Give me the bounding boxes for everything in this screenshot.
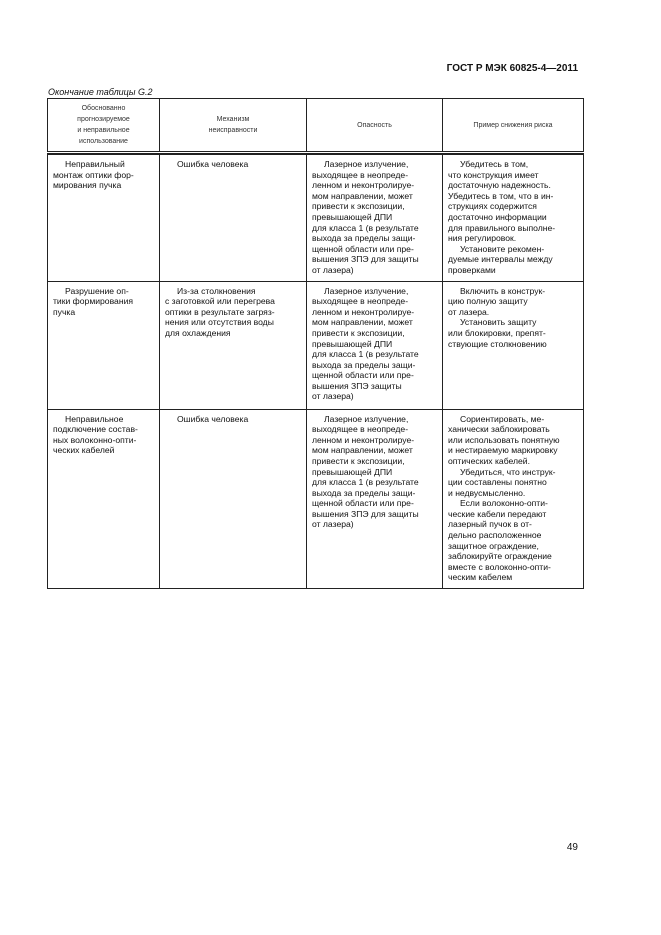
- column-header-mitigation: Пример снижения риска: [443, 99, 584, 153]
- page-number: 49: [566, 842, 578, 853]
- document-header: ГОСТ Р МЭК 60825-4—2011: [446, 63, 578, 74]
- hazard-table: [47, 98, 584, 589]
- cell-misuse: Неправильное подключение состав- ных волоконно-опти- ческих кабелей: [48, 409, 160, 589]
- cell-mitigation: Сориентировать, ме- ханически заблокировать или использовать понятную и нестираемую маркировку оптических кабелей. Убедиться, что инструк- ции составлены понятно и недвусмысленно. Если волоконно-опти- ческие кабели передают лазерный пучок в от- дельно расположенное защитное ограждение, заблокируйте ограждение вместе с волоконно-опти- ческим кабелем: [443, 409, 584, 589]
- table-header-row: [48, 99, 584, 153]
- table-row: [48, 409, 584, 589]
- cell-misuse: Разрушение оп- тики формирования пучка: [48, 281, 160, 409]
- cell-hazard: Лазерное излучение, выходящее в неопреде- ленном и неконтролируе- мом направлении, может привести к экспозиции, превышающей ДПИ для класса 1 (в результате выхода за пределы защи- щенной области или пре- вышения ЗПЭ для защиты от лазера): [307, 409, 443, 589]
- table-row: [48, 281, 584, 409]
- cell-hazard: Лазерное излучение, выходящее в неопреде- ленном и неконтролируе- мом направлении, может привести к экспозиции, превышающей ДПИ для класса 1 (в результате выхода за пределы защи- щенной области или пре- вышения ЗПЭ защиты от лазера): [307, 281, 443, 409]
- table-row: [48, 155, 584, 282]
- cell-hazard: Лазерное излучение, выходящее в неопреде- ленном и неконтролируе- мом направлении, может привести к экспозиции, превышающей ДПИ для класса 1 (в результате выхода за пределы защи- щенной области или пре- вышения ЗПЭ для защиты от лазера): [307, 155, 443, 282]
- column-header-mechanism: Механизм неисправности: [160, 99, 307, 153]
- cell-mechanism: Ошибка человека: [160, 409, 307, 589]
- cell-mitigation: Включить в конструк- цию полную защиту от лазера. Установить защиту или блокировки, препят- ствующие столкновению: [443, 281, 584, 409]
- cell-misuse: Неправильный монтаж оптики фор- мирования пучка: [48, 155, 160, 282]
- cell-mitigation: Убедитесь в том, что конструкция имеет достаточную надежность. Убедитесь в том, что в ин- струкциях содержится достаточно информации для правильного выполне- ния регулировок. Установите рекомен- дуемые интервалы между проверками: [443, 155, 584, 282]
- table-caption: Окончание таблицы G.2: [48, 87, 153, 97]
- column-header-misuse: Обоснованно прогнозируемое и неправильное использование: [48, 99, 160, 153]
- cell-mechanism: Ошибка человека: [160, 155, 307, 282]
- cell-mechanism: Из-за столкновения с заготовкой или перегрева оптики в результате загряз- нения или отсутствия воды для охлаждения: [160, 281, 307, 409]
- column-header-hazard: Опасность: [307, 99, 443, 153]
